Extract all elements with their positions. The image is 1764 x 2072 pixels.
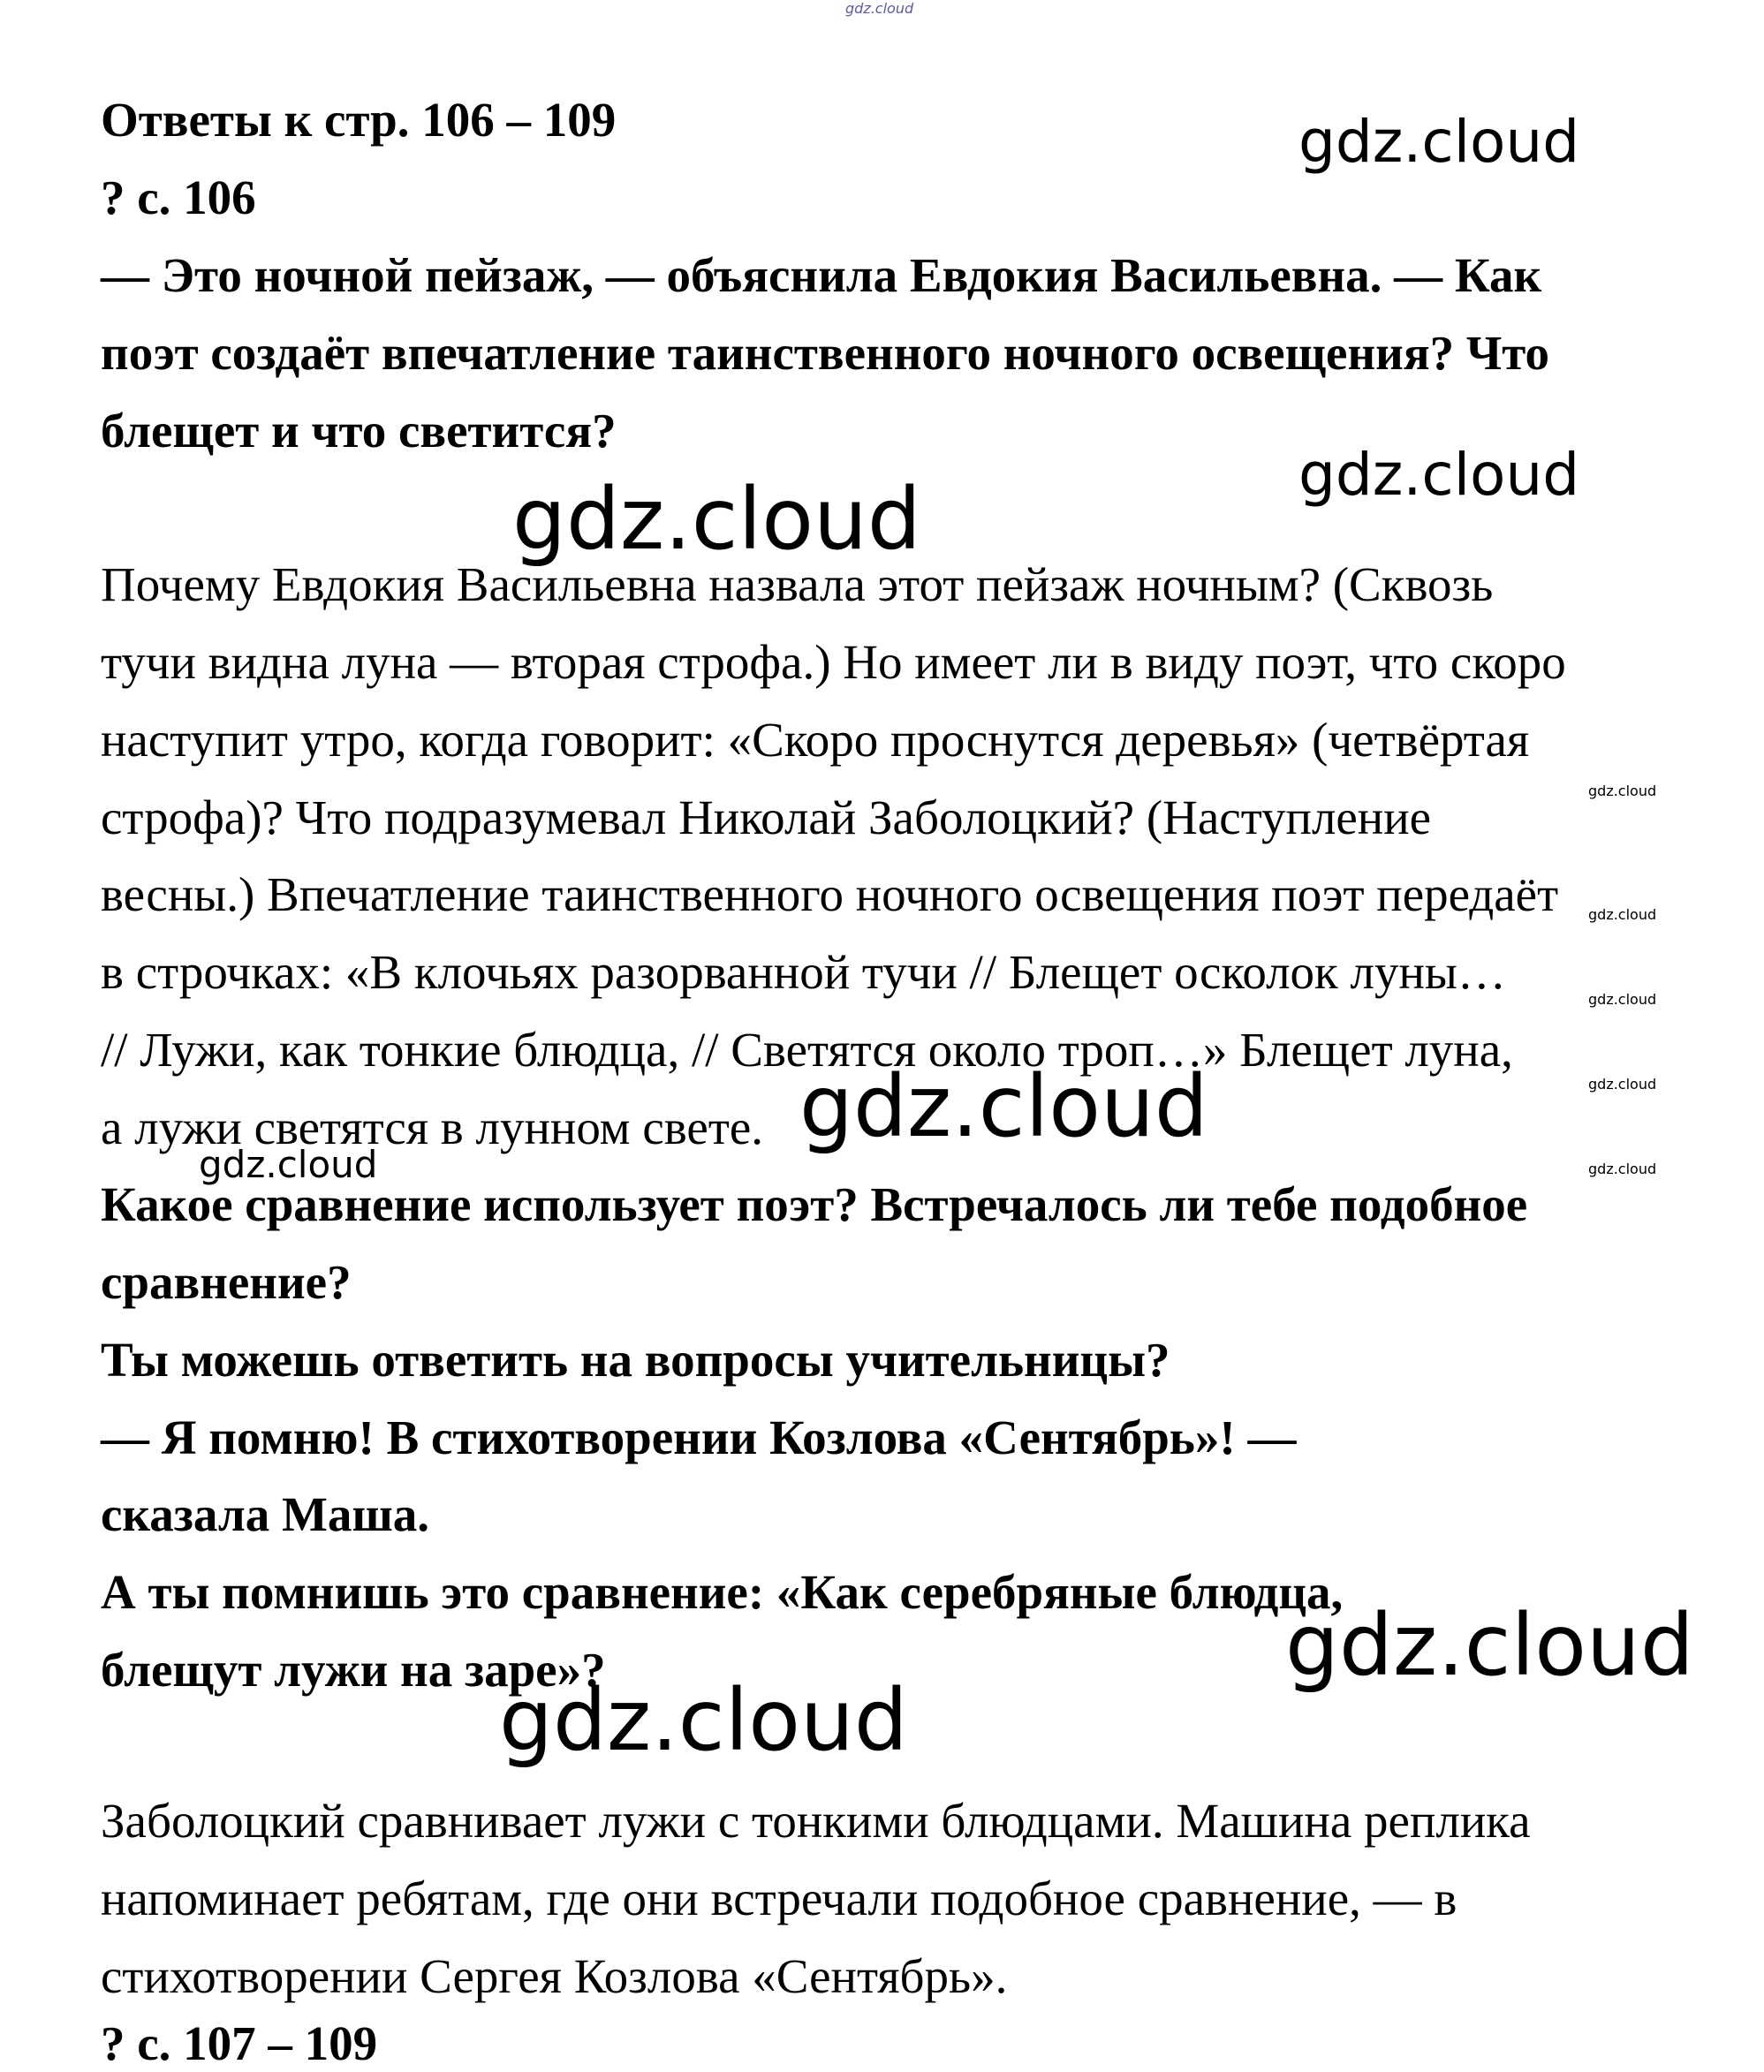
next-section-label: ? с. 107 – 109 xyxy=(101,2016,378,2070)
question2-line: А ты помнишь это сравнение: «Как серебряные блюдца, xyxy=(101,1565,1344,1619)
question2-line: Ты можешь ответить на вопросы учительницы? xyxy=(101,1333,1170,1387)
watermark: gdz.cloud xyxy=(1588,1161,1657,1177)
watermark: gdz.cloud xyxy=(1588,906,1657,923)
answer1-line: // Лужи, как тонкие блюдца, // Светятся около троп…» Блещет луна, xyxy=(101,1023,1513,1077)
answer1-line: в строчках: «В клочьях разорванной тучи // Блещет осколок луны… xyxy=(101,945,1506,999)
watermark: gdz.cloud xyxy=(1588,1076,1657,1093)
answer2-line: стихотворении Сергея Козлова «Сентябрь». xyxy=(101,1949,1008,2003)
question2-line: сказала Маша. xyxy=(101,1487,430,1541)
watermark: gdz.cloud xyxy=(799,1057,1208,1156)
page-title: Ответы к стр. 106 – 109 xyxy=(101,93,617,147)
watermark: gdz.cloud xyxy=(1588,991,1657,1008)
watermark: gdz.cloud xyxy=(1588,783,1657,799)
answer1-line: весны.) Впечатление таинственного ночного освещения поэт передаёт xyxy=(101,867,1559,921)
watermark: gdz.cloud xyxy=(1285,1596,1694,1695)
answer2-line: Заболоцкий сравнивает лужи с тонкими блюдцами. Машина реплика xyxy=(101,1794,1531,1848)
answer1-line: тучи видна луна — вторая строфа.) Но имеет ли в виду поэт, что скоро xyxy=(101,635,1566,689)
watermark: gdz.cloud xyxy=(199,1143,378,1186)
question1-line: блещет и что светится? xyxy=(101,404,617,458)
answer1-line: Почему Евдокия Васильевна назвала этот пейзаж ночным? (Сквозь xyxy=(101,557,1494,611)
question2-line: — Я помню! В стихотворении Козлова «Сентябрь»! — xyxy=(101,1410,1297,1464)
answer1-line: а лужи светятся в лунном свете. xyxy=(101,1100,764,1154)
answer1-line: наступит утро, когда говорит: «Скоро проснутся деревья» (четвёртая xyxy=(101,713,1530,767)
answer1-line: строфа)? Что подразумевал Николай Заболоцкий? (Наступление xyxy=(101,790,1432,844)
question1-line: — Это ночной пейзаж, — объяснила Евдокия Васильевна. — Как xyxy=(101,248,1542,302)
question2-line: блещут лужи на заре»? xyxy=(101,1643,606,1697)
watermark-top: gdz.cloud xyxy=(845,0,914,17)
question2-line: сравнение? xyxy=(101,1255,352,1309)
watermark: gdz.cloud xyxy=(499,1671,908,1770)
watermark: gdz.cloud xyxy=(1298,108,1580,176)
watermark: gdz.cloud xyxy=(1298,441,1580,509)
watermark: gdz.cloud xyxy=(512,470,921,569)
answer2-line: напоминает ребятам, где они встречали подобное сравнение, — в xyxy=(101,1872,1457,1925)
section-label: ? с. 106 xyxy=(101,170,256,224)
question2-line: Какое сравнение использует поэт? Встречалось ли тебе подобное xyxy=(101,1177,1528,1231)
question1-line: поэт создаёт впечатление таинственного ночного освещения? Что xyxy=(101,326,1549,380)
